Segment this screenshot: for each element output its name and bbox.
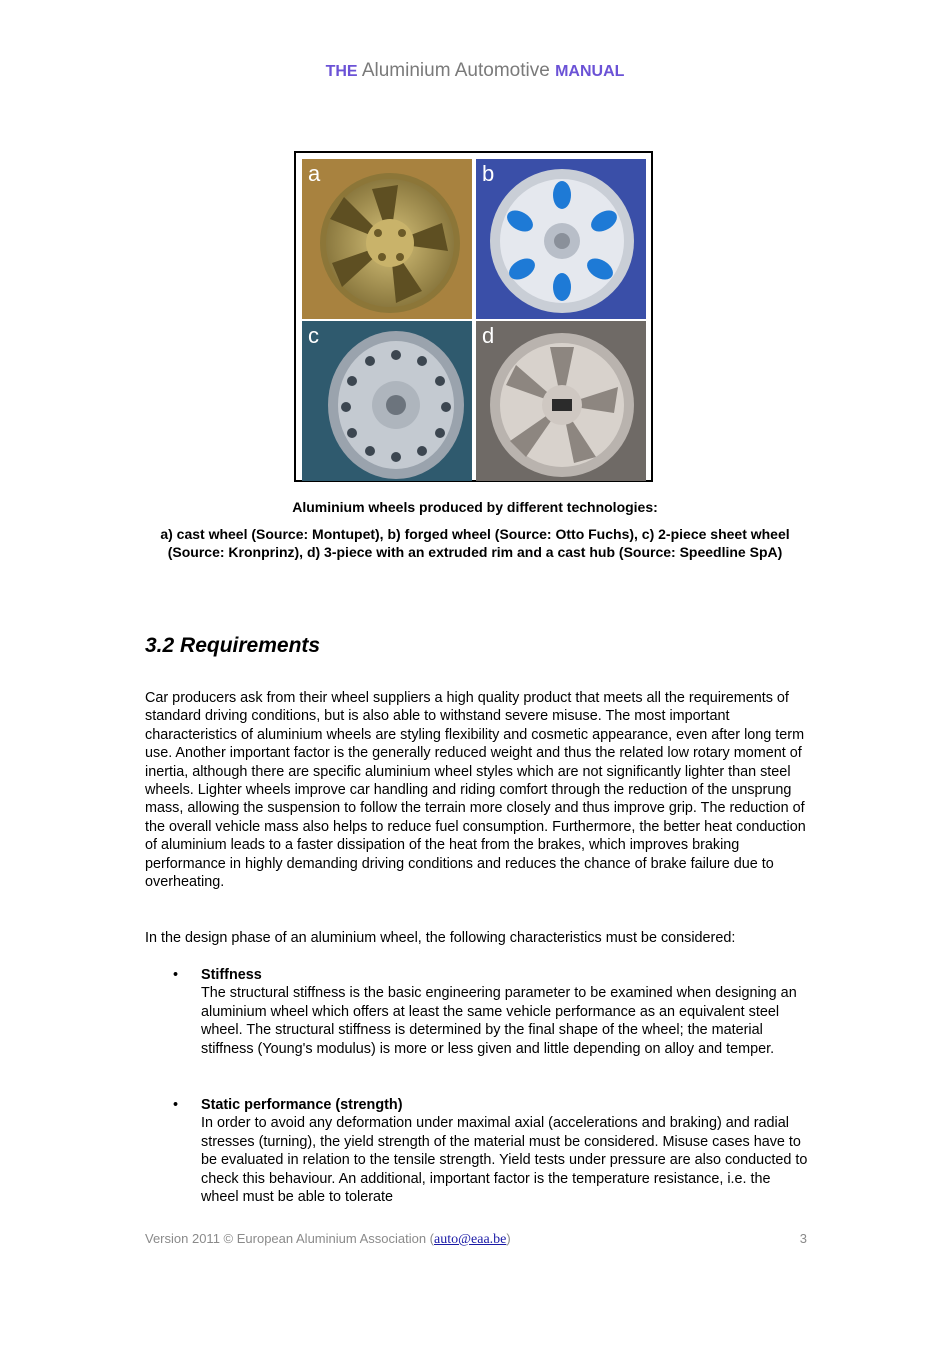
bullet-title: Stiffness [201, 967, 262, 983]
footer-email-link[interactable]: auto@eaa.be [434, 1232, 507, 1247]
wheels-figure [294, 151, 653, 482]
header-the: THE [325, 63, 358, 80]
wheel-photo-b [476, 159, 646, 319]
page-footer [145, 1231, 807, 1248]
bullet-marker: • [173, 967, 179, 983]
page-number: 3 [799, 1231, 807, 1246]
paragraph-design-phase: In the design phase of an aluminium wheel, the following characteristics must be considered: [145, 930, 736, 946]
sheet-wheel-image [302, 321, 472, 481]
page-header [0, 60, 950, 82]
panel-label-b: b [482, 161, 495, 186]
panel-label-a: a [308, 161, 321, 186]
bullet-marker: • [173, 1097, 179, 1113]
footer-suffix: ) [506, 1231, 511, 1246]
three-piece-wheel-image [476, 321, 646, 481]
wheel-photo-c [302, 321, 472, 481]
footer-prefix: Version 2011 © European Aluminium Association ( [145, 1231, 435, 1246]
panel-label-d: d [482, 323, 495, 348]
forged-wheel-image [476, 159, 646, 319]
wheel-photo-d [476, 321, 646, 481]
bullet-text: The structural stiffness is the basic engineering parameter to be examined when designing an aluminium wheel which offers at least the same vehicle performance as an equivalent steel wheel. The structural stiffness is determined by the final shape of the wheel; the material stiffness (Young's modulus) is more or less given and little depending on alloy and temper. [201, 985, 797, 1057]
header-title: Aluminium Automotive [361, 60, 550, 81]
figure-caption-title: Aluminium wheels produced by different technologies: [292, 499, 658, 515]
section-heading: 3.2 Requirements [145, 634, 321, 657]
wheel-photo-a [302, 159, 472, 319]
figure-caption-body: a) cast wheel (Source: Montupet), b) forged wheel (Source: Otto Fuchs), c) 2-piece sheet wheel (Source: Kronprinz), d) 3-piece with an extruded rim and a cast hub (Source: Speedline SpA) [160, 526, 790, 560]
paragraph-requirements: Car producers ask from their wheel suppliers a high quality product that meets all the requirements of standard driving conditions, but is also able to withstand severe misuse. The most important characteristics of aluminium wheels are styling flexibility and cosmetic appearance, even after long term use. Another important factor is the generally reduced weight and thus the related low rotary moment of inertia, although there are specific aluminium wheel styles which are not significantly lighter than steel wheels. Lighter wheels improve car handling and riding comfort through the reduction of the unsprung mass, allowing the suspension to follow the terrain more closely and thus improve grip. The reduction of the overall vehicle mass also helps to reduce fuel consumption. Furthermore, the better heat conduction of aluminium leads to a faster dissipation of the heat from the brakes, which improves braking performance in highly demanding driving conditions and reduces the chance of brake failure due to overheating. [145, 690, 806, 891]
panel-label-c: c [308, 323, 319, 348]
header-manual: MANUAL [555, 63, 625, 80]
bullet-title: Static performance (strength) [201, 1097, 403, 1113]
bullet-text: In order to avoid any deformation under maximal axial (accelerations and braking) and radial stresses (turning), the yield strength of the material must be considered. Misuse cases have to be evaluated in relation to the tensile strength. Yield tests under pressure are also conducted to check this behaviour. An additional, important factor is the temperature resistance, i.e. the wheel must be able to tolerate [201, 1115, 808, 1206]
cast-wheel-image [302, 159, 472, 319]
